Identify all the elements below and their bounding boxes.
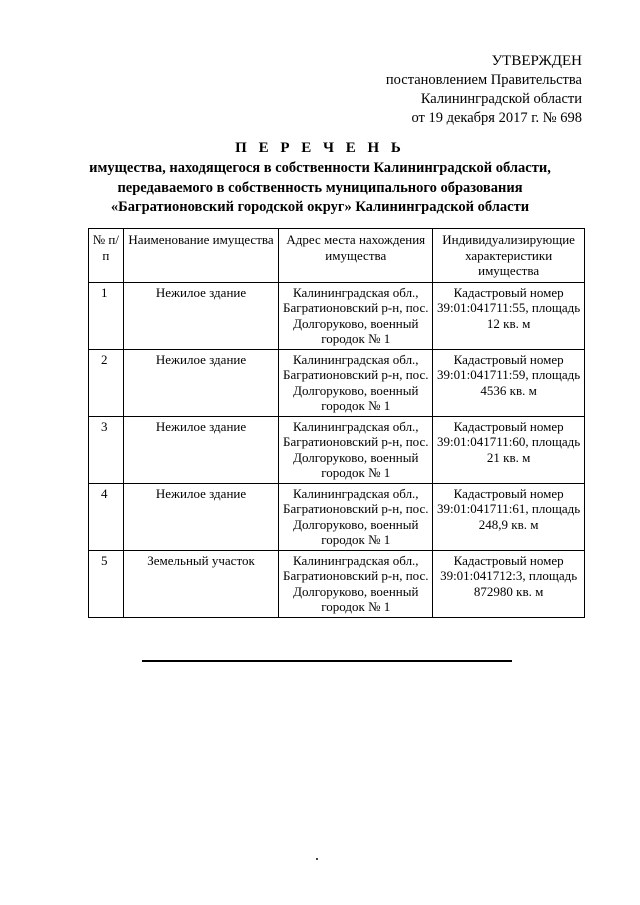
row-address: Калининградская обл., Багратионовский р-н, пос. Долгоруково, военный городок № 1	[279, 349, 433, 416]
approval-region: Калининградской области	[420, 91, 582, 107]
row-characteristics: Кадастровый номер 39:01:041711:60, площадь 21 кв. м	[433, 416, 585, 483]
approval-block	[386, 52, 582, 128]
row-number: 1	[89, 282, 124, 349]
row-number: 3	[89, 416, 124, 483]
table-row	[89, 550, 585, 617]
title-line-1: имущества, находящегося в собственности Калининградской области,	[89, 160, 551, 176]
row-name: Нежилое здание	[123, 349, 279, 416]
header-name: Наименование имущества	[123, 229, 279, 283]
approval-heading: УТВЕРЖДЕН	[491, 53, 582, 69]
closing-rule	[142, 660, 512, 662]
header-number: № п/п	[89, 229, 124, 283]
row-name: Земельный участок	[123, 550, 279, 617]
row-characteristics: Кадастровый номер 39:01:041711:55, площадь 12 кв. м	[433, 282, 585, 349]
row-address: Калининградская обл., Багратионовский р-н, пос. Долгоруково, военный городок № 1	[279, 483, 433, 550]
row-number: 2	[89, 349, 124, 416]
document-title	[0, 140, 640, 218]
header-address: Адрес места нахождения имущества	[279, 229, 433, 283]
approval-authority: постановлением Правительства	[385, 72, 582, 88]
table-header-row	[89, 229, 585, 283]
row-characteristics: Кадастровый номер 39:01:041711:61, площадь 248,9 кв. м	[433, 483, 585, 550]
table-row	[89, 483, 585, 550]
row-characteristics: Кадастровый номер 39:01:041711:59, площадь 4536 кв. м	[433, 349, 585, 416]
table-row	[89, 416, 585, 483]
row-name: Нежилое здание	[123, 282, 279, 349]
row-name: Нежилое здание	[123, 483, 279, 550]
property-table	[88, 228, 585, 618]
table-row	[89, 349, 585, 416]
row-number: 5	[89, 550, 124, 617]
row-address: Калининградская обл., Багратионовский р-н, пос. Долгоруково, военный городок № 1	[279, 550, 433, 617]
title-line-3: «Багратионовский городской округ» Калининградской области	[110, 199, 530, 215]
row-number: 4	[89, 483, 124, 550]
row-characteristics: Кадастровый номер 39:01:041712:3, площадь 872980 кв. м	[433, 550, 585, 617]
row-name: Нежилое здание	[123, 416, 279, 483]
scan-speck	[316, 858, 318, 860]
table-row	[89, 282, 585, 349]
row-address: Калининградская обл., Багратионовский р-н, пос. Долгоруково, военный городок № 1	[279, 416, 433, 483]
row-address: Калининградская обл., Багратионовский р-н, пос. Долгоруково, военный городок № 1	[279, 282, 433, 349]
approval-date: от 19 декабря 2017 г. № 698	[411, 110, 582, 126]
header-characteristics: Индивидуализирующие характеристики имущества	[433, 229, 585, 283]
title-line-2: передаваемого в собственность муниципального образования	[117, 179, 523, 196]
title-heading: П Е Р Е Ч Е Н Ь	[235, 140, 405, 156]
